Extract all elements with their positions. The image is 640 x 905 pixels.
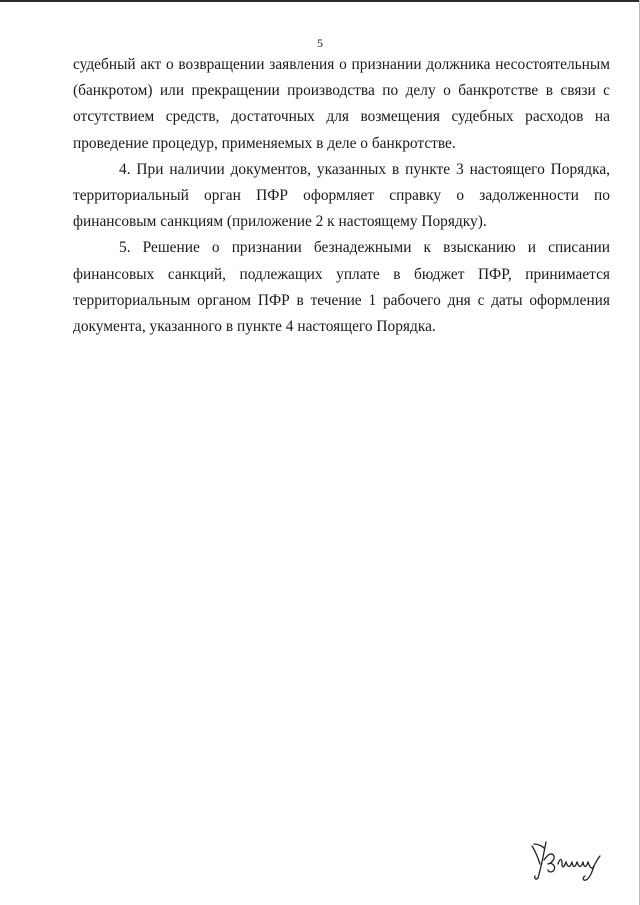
handwritten-signature — [528, 838, 604, 884]
document-body — [73, 52, 610, 340]
paragraph-item-4: 4. При наличии документов, указанных в пункте 3 настоящего Порядка, территориальный орган ПФР оформляет справку о задолженности по финансовым санкциям (приложение 2 к настоящему Порядку). — [73, 160, 610, 231]
paragraph-item-5: 5. Решение о признании безнадежными к взысканию и списании финансовых санкций, подлежащих уплате в бюджет ПФР, принимается территориальным органом ПФР в течение 1 рабочего дня с даты оформления документа, указанного в пункте 4 настоящего Порядка. — [73, 239, 610, 336]
paragraph-continuation: судебный акт о возвращении заявления о признании должника несостоятельным (банкротом) или прекращении производства по делу о банкротстве в связи с отсутствием средств, достаточных для возмещения судебных расходов на проведение процедур, применяемых в деле о банкротстве. — [73, 56, 610, 152]
page-number: 5 — [317, 36, 323, 50]
page-top-edge — [0, 0, 640, 2]
